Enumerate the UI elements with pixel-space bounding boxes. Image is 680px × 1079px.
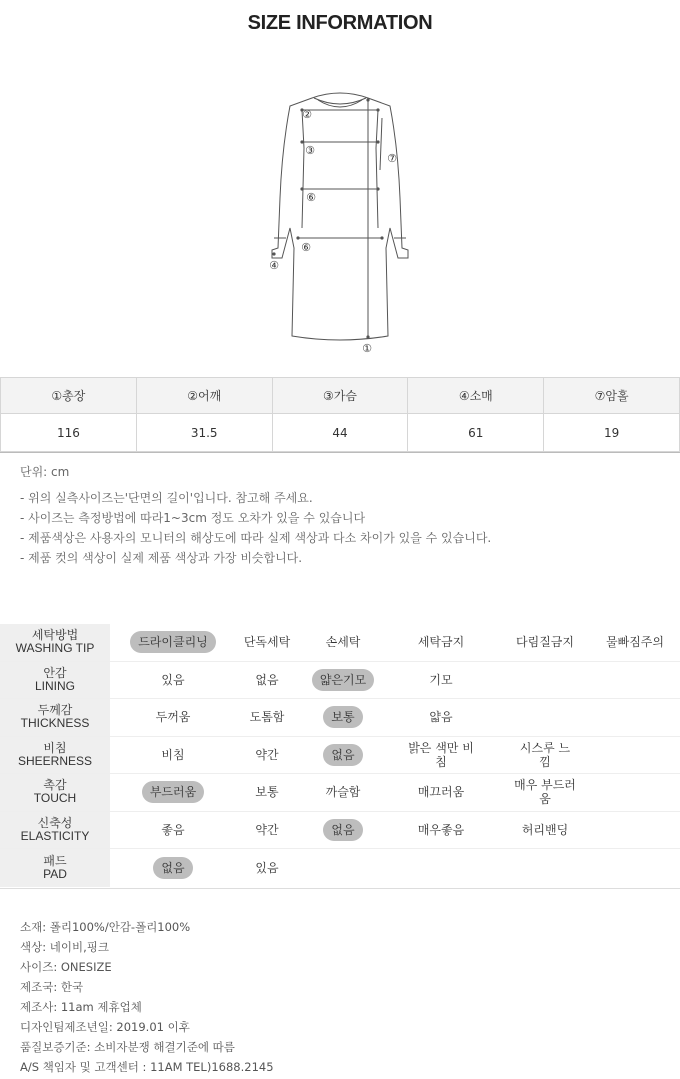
care-option: 있음 [161, 672, 185, 687]
product-info [20, 918, 274, 1078]
care-option-selected: 얇은기모 [298, 662, 388, 699]
diagram-label-6b: ⑥ [301, 241, 311, 254]
care-option: 약간 [255, 822, 279, 837]
care-row-title-ko: 촉감 [43, 778, 67, 793]
info-date: 디자인팀제조년일: 2019.01 이후 [20, 1020, 190, 1034]
care-row-title-en: SHEERNESS [17, 753, 93, 768]
diagram-label-4: ④ [269, 259, 279, 272]
diagram-label-3: ③ [305, 144, 315, 157]
care-option: 물빠짐주의 [606, 635, 664, 650]
care-option: 손세탁 [325, 635, 361, 650]
info-support: A/S 책임자 및 고객센터 : 11AM TEL)1688.2145 [20, 1060, 274, 1074]
care-option: 보통 [255, 785, 279, 800]
diagram-label-7: ⑦ [387, 152, 397, 165]
care-row-title-en: TOUCH [33, 791, 77, 806]
care-row-header [0, 737, 110, 774]
care-row-title-ko: 두께감 [37, 703, 73, 718]
note-line: - 위의 실측사이즈는'단면의 길이'입니다. 참고해 주세요. [20, 491, 313, 505]
size-value-shoulder: 31.5 [136, 414, 272, 452]
size-value-sleeve: 61 [408, 414, 544, 452]
care-option: 좋음 [161, 822, 185, 837]
size-table [0, 377, 680, 452]
size-notes [20, 490, 660, 570]
care-option: 세탁금지 [417, 635, 465, 650]
care-table [0, 624, 680, 887]
info-country: 제조국: 한국 [20, 980, 84, 994]
info-color: 색상: 네이비,핑크 [20, 940, 109, 954]
armhole-measure-line [380, 118, 382, 170]
care-option: 단독세탁 [243, 635, 291, 650]
divider [0, 452, 680, 453]
care-option: 있음 [255, 860, 279, 875]
info-warranty: 품질보증기준: 소비자분쟁 해결기준에 따름 [20, 1040, 235, 1054]
size-header-shoulder: ②어깨 [136, 378, 272, 414]
care-option-selected: 보통 [298, 699, 388, 736]
care-option: 매우좋음 [417, 822, 465, 837]
care-option: 허리밴딩 [521, 822, 569, 837]
size-value-armhole: 19 [544, 414, 680, 452]
care-row-header [0, 662, 110, 699]
info-manufacturer: 제조사: 11am 제휴업체 [20, 1000, 142, 1014]
size-header-chest: ③가슴 [272, 378, 408, 414]
care-option: 도톰함 [249, 710, 285, 725]
care-row-title-ko: 세탁방법 [31, 628, 79, 643]
care-option: 얇음 [429, 710, 453, 725]
page-title: SIZE INFORMATION [247, 12, 433, 34]
care-option: 비침 [161, 747, 185, 762]
care-row-thickness [0, 699, 680, 737]
care-row-elasticity [0, 812, 680, 850]
care-row-washing [0, 624, 680, 662]
note-line: - 사이즈는 측정방법에 따라1~3cm 정도 오차가 있을 수 있습니다 [20, 511, 366, 525]
care-row-title-en: LINING [34, 678, 75, 693]
size-header-armhole: ⑦암홀 [544, 378, 680, 414]
size-header-length: ①총장 [1, 378, 137, 414]
care-option: 기모 [429, 672, 453, 687]
divider [0, 888, 680, 889]
care-row-title-en: THICKNESS [20, 716, 90, 731]
diagram-label-1: ① [362, 342, 372, 355]
note-line: - 제품 컷의 색상이 실제 제품 색상과 가장 비슷합니다. [20, 551, 303, 565]
care-row-title-ko: 신축성 [37, 815, 73, 830]
unit-label: 단위: cm [20, 465, 70, 479]
size-header-sleeve: ④소매 [408, 378, 544, 414]
info-material: 소재: 폴리100%/안감-폴리100% [20, 920, 191, 934]
size-table-header-row [1, 378, 680, 414]
care-row-touch [0, 774, 680, 812]
care-option: 매끄러움 [417, 785, 465, 800]
size-value-chest: 44 [272, 414, 408, 452]
care-row-title-en: ELASTICITY [20, 828, 90, 843]
care-row-header [0, 812, 110, 849]
care-row-header [0, 849, 110, 887]
care-row-title-ko: 안감 [43, 665, 67, 680]
care-option-selected: 없음 [298, 812, 388, 849]
care-option: 두꺼움 [155, 710, 191, 725]
care-option: 약간 [255, 747, 279, 762]
care-row-header [0, 624, 110, 661]
care-row-sheerness [0, 737, 680, 775]
care-row-pad [0, 849, 680, 887]
care-row-header [0, 699, 110, 736]
info-size: 사이즈: ONESIZE [20, 960, 112, 974]
diagram-label-2: ② [302, 108, 312, 121]
care-row-title-en: WASHING TIP [15, 641, 95, 656]
care-option-selected: 드라이클리닝 [128, 624, 218, 661]
care-option: 없음 [255, 672, 279, 687]
size-table-value-row [1, 414, 680, 452]
note-line: - 제품색상은 사용자의 모니터의 해상도에 따라 실제 색상과 다소 차이가 있을 수 있습니다. [20, 531, 492, 545]
care-option: 밝은 색만 비침 [408, 740, 474, 769]
dress-measurement-diagram [240, 88, 440, 363]
size-value-length: 116 [1, 414, 137, 452]
care-row-title-ko: 패드 [43, 853, 67, 868]
care-option: 까슬함 [325, 785, 361, 800]
care-option-selected: 부드러움 [128, 774, 218, 811]
care-row-title-en: PAD [43, 866, 67, 881]
care-option-selected: 없음 [128, 849, 218, 887]
diagram-label-6a: ⑥ [306, 191, 316, 204]
care-row-lining [0, 662, 680, 700]
care-option-selected: 없음 [298, 737, 388, 774]
care-row-title-ko: 비침 [43, 740, 67, 755]
care-option: 매우 부드러움 [514, 778, 576, 807]
care-row-header [0, 774, 110, 811]
dress-outline [272, 93, 408, 340]
care-option: 다림질금지 [516, 635, 574, 650]
care-option: 시스루 느낌 [519, 740, 571, 769]
